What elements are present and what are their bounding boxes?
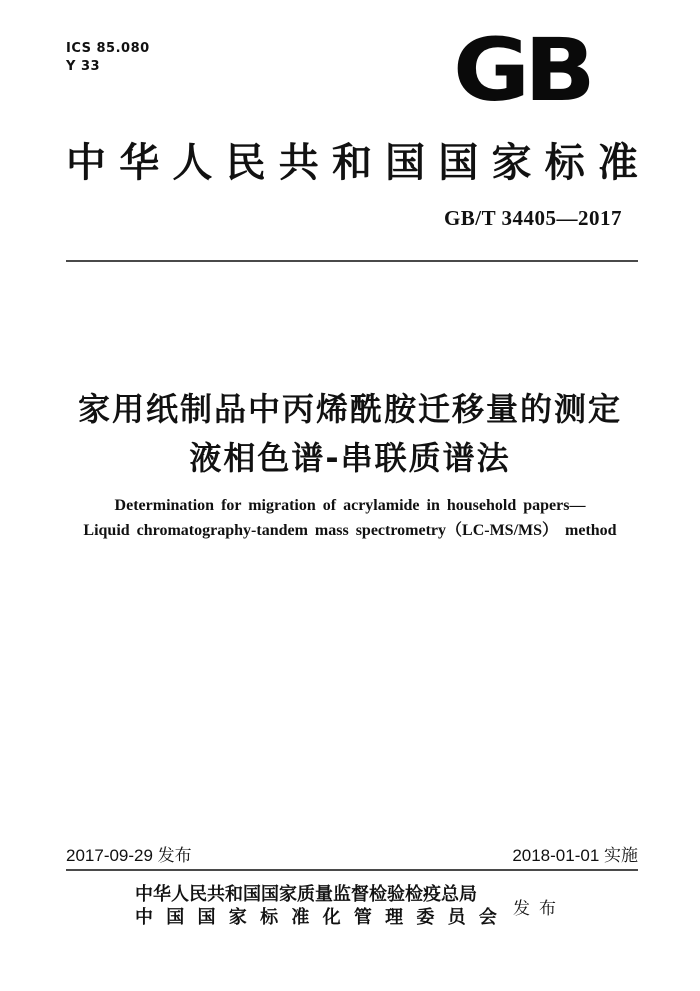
issuer-lines [135,883,497,929]
issue-date: 2017-09-29 发布 [66,846,192,865]
title-chinese-line1: 家用纸制品中丙烯酰胺迁移量的测定 [77,390,622,428]
title-english-line2: Liquid chromatography-tandem mass spectrometry（LC-MS/MS） method [83,522,617,539]
header-rule [66,260,638,262]
implementation-date: 2018-01-01 实施 [512,846,638,865]
issuer-block [0,883,700,929]
classification-code: Y 33 [66,59,101,74]
publish-label: 发布 [513,898,565,919]
footer-rule [66,869,638,871]
title-chinese-line2: 液相色谱-串联质谱法 [189,439,511,477]
standard-heading: 中 华 人 民 共 和 国 国 家 标 准 [66,139,638,186]
ics-block [66,40,150,76]
ics-code: ICS 85.080 [66,41,150,56]
standard-number: GB/T 34405—2017 [443,206,622,230]
gb-logo: GB [453,20,590,121]
title-english-line1: Determination for migration of acrylamide in household papers— [114,497,586,514]
title-english [0,493,700,543]
date-row [66,845,638,867]
title-chinese [0,385,700,483]
issuer-line1: 中华人民共和国国家质量监督检验检疫总局 [135,884,477,905]
issuer-line2: 中 国 国 家 标 准 化 管 理 委 员 会 [135,907,497,928]
